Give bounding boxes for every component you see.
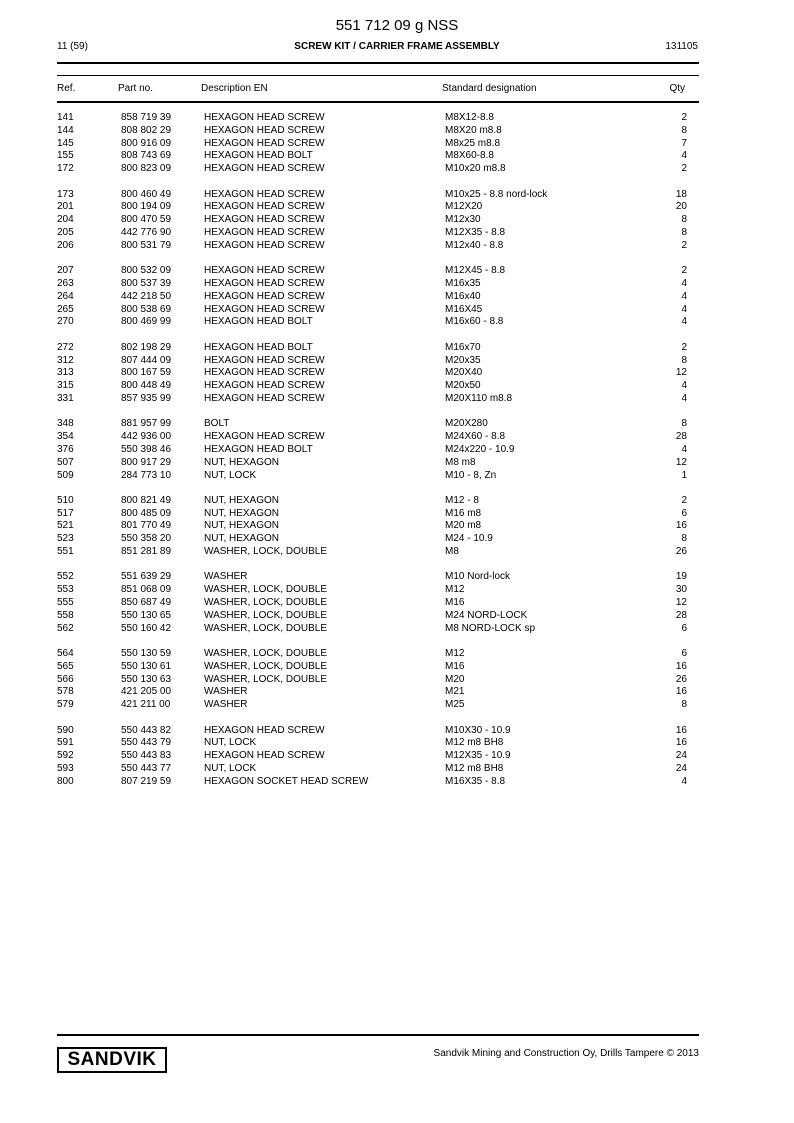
table-row — [0, 686, 794, 699]
cell-qty: 20 — [675, 201, 687, 213]
cell-description: HEXAGON HEAD SCREW — [204, 277, 325, 289]
cell-standard: M16x35 — [445, 277, 481, 289]
cell-part-no: 808 802 29 — [121, 124, 172, 136]
cell-standard: M8 — [445, 546, 459, 558]
cell-ref: 590 — [57, 724, 74, 736]
cell-part-no: 551 639 29 — [121, 571, 172, 583]
cell-qty: 28 — [675, 609, 687, 621]
cell-part-no: 800 485 09 — [121, 507, 172, 519]
cell-qty: 4 — [681, 443, 687, 455]
cell-standard: M8X20 m8.8 — [445, 124, 502, 136]
cell-qty: 8 — [681, 214, 687, 226]
cell-part-no: 800 194 09 — [121, 201, 172, 213]
cell-standard: M20X110 m8.8 — [445, 392, 513, 404]
table-row — [0, 571, 794, 584]
cell-part-no: 800 916 09 — [121, 137, 172, 149]
table-row — [0, 150, 794, 163]
cell-qty: 16 — [675, 686, 687, 698]
cell-part-no: 550 130 63 — [121, 673, 172, 685]
table-row — [0, 520, 794, 533]
cell-qty: 8 — [681, 226, 687, 238]
table-row — [0, 431, 794, 444]
cell-description: HEXAGON HEAD BOLT — [204, 316, 313, 328]
cell-ref: 579 — [57, 699, 74, 711]
cell-ref: 264 — [57, 290, 74, 302]
cell-qty: 19 — [675, 571, 687, 583]
cell-standard: M10 - 8, Zn — [445, 469, 497, 481]
cell-ref: 172 — [57, 163, 74, 175]
cell-qty: 2 — [681, 341, 687, 353]
cell-description: HEXAGON HEAD SCREW — [204, 112, 325, 123]
cell-description: WASHER, LOCK, DOUBLE — [204, 673, 327, 685]
table-row — [0, 163, 794, 176]
cell-standard: M24x220 - 10.9 — [445, 443, 515, 455]
cell-part-no: 800 538 69 — [121, 303, 172, 315]
cell-standard: M16X45 — [445, 303, 483, 315]
cell-ref: 507 — [57, 456, 74, 468]
cell-standard: M12 - 8 — [445, 494, 479, 506]
cell-description: HEXAGON HEAD SCREW — [204, 201, 325, 213]
cell-part-no: 857 935 99 — [121, 392, 172, 404]
cell-ref: 270 — [57, 316, 74, 328]
cell-qty: 8 — [681, 699, 687, 711]
cell-qty: 12 — [675, 597, 687, 609]
cell-standard: M12 — [445, 584, 465, 596]
cell-ref: 558 — [57, 609, 74, 621]
cell-part-no: 550 443 82 — [121, 724, 172, 736]
cell-qty: 4 — [681, 392, 687, 404]
table-row — [0, 508, 794, 521]
cell-part-no: 851 281 89 — [121, 546, 172, 558]
cell-ref: 517 — [57, 507, 74, 519]
cell-qty: 16 — [675, 724, 687, 736]
cell-description: HEXAGON HEAD SCREW — [204, 214, 325, 226]
cell-description: HEXAGON HEAD SCREW — [204, 431, 325, 443]
cell-standard: M16x70 — [445, 341, 481, 353]
table-row — [0, 418, 794, 431]
cell-description: HEXAGON HEAD SCREW — [204, 265, 325, 277]
cell-standard: M24 NORD-LOCK — [445, 609, 528, 621]
cell-ref: 553 — [57, 584, 74, 596]
cell-part-no: 807 219 59 — [121, 775, 172, 787]
cell-part-no: 800 460 49 — [121, 188, 172, 200]
cell-standard: M20x50 — [445, 380, 481, 392]
footer-rule — [57, 1034, 699, 1036]
cell-ref: 141 — [57, 112, 74, 123]
table-row — [0, 457, 794, 470]
cell-part-no: 800 821 49 — [121, 494, 172, 506]
table-row — [0, 214, 794, 227]
cell-part-no: 800 167 59 — [121, 367, 172, 379]
cell-ref: 555 — [57, 597, 74, 609]
cell-part-no: 800 537 39 — [121, 277, 172, 289]
cell-description: HEXAGON HEAD SCREW — [204, 124, 325, 136]
cell-part-no: 800 532 09 — [121, 265, 172, 277]
cell-ref: 265 — [57, 303, 74, 315]
cell-ref: 173 — [57, 188, 74, 200]
cell-description: WASHER — [204, 699, 248, 711]
row-group — [0, 112, 794, 176]
cell-ref: 521 — [57, 520, 74, 532]
cell-part-no: 808 743 69 — [121, 150, 172, 162]
cell-part-no: 550 443 79 — [121, 737, 172, 749]
cell-part-no: 550 443 77 — [121, 763, 172, 775]
cell-standard: M12x40 - 8.8 — [445, 239, 504, 251]
cell-ref: 578 — [57, 686, 74, 698]
table-row — [0, 278, 794, 291]
cell-description: WASHER, LOCK, DOUBLE — [204, 597, 327, 609]
cell-ref: 155 — [57, 150, 74, 162]
cell-ref: 312 — [57, 354, 74, 366]
cell-standard: M21 — [445, 686, 465, 698]
cell-description: HEXAGON HEAD BOLT — [204, 341, 313, 353]
cell-ref: 348 — [57, 418, 74, 430]
cell-qty: 8 — [681, 354, 687, 366]
document-code: 131105 — [665, 41, 698, 52]
cell-part-no: 550 398 46 — [121, 443, 172, 455]
table-row — [0, 725, 794, 738]
cell-part-no: 800 917 29 — [121, 456, 172, 468]
cell-description: WASHER — [204, 686, 248, 698]
cell-part-no: 442 936 00 — [121, 431, 172, 443]
cell-standard: M8X12-8.8 — [445, 112, 494, 123]
table-row — [0, 674, 794, 687]
cell-description: HEXAGON HEAD SCREW — [204, 239, 325, 251]
cell-description: BOLT — [204, 418, 230, 430]
cell-description: HEXAGON HEAD SCREW — [204, 163, 325, 175]
table-row — [0, 470, 794, 483]
cell-standard: M12 m8 BH8 — [445, 763, 504, 775]
cell-ref: 201 — [57, 201, 74, 213]
cell-standard: M10x20 m8.8 — [445, 163, 506, 175]
cell-standard: M12X35 - 10.9 — [445, 750, 511, 762]
cell-qty: 12 — [675, 367, 687, 379]
table-row — [0, 265, 794, 278]
cell-standard: M16 — [445, 597, 465, 609]
cell-qty: 7 — [681, 137, 687, 149]
cell-ref: 564 — [57, 648, 74, 660]
column-header-part: Part no. — [118, 83, 154, 94]
cell-ref: 552 — [57, 571, 74, 583]
cell-part-no: 800 531 79 — [121, 239, 172, 251]
cell-standard: M10X30 - 10.9 — [445, 724, 511, 736]
cell-part-no: 284 773 10 — [121, 469, 172, 481]
cell-standard: M12X20 — [445, 201, 483, 213]
cell-description: HEXAGON HEAD SCREW — [204, 750, 325, 762]
cell-standard: M10 Nord-lock — [445, 571, 511, 583]
cell-part-no: 807 444 09 — [121, 354, 172, 366]
table-row — [0, 699, 794, 712]
cell-standard: M20x35 — [445, 354, 481, 366]
cell-standard: M16x40 — [445, 290, 481, 302]
row-group — [0, 189, 794, 253]
table-row — [0, 444, 794, 457]
cell-qty: 26 — [675, 546, 687, 558]
table-row — [0, 112, 794, 125]
cell-part-no: 550 130 59 — [121, 648, 172, 660]
cell-part-no: 550 443 83 — [121, 750, 172, 762]
cell-description: HEXAGON HEAD SCREW — [204, 226, 325, 238]
table-row — [0, 291, 794, 304]
cell-ref: 145 — [57, 137, 74, 149]
cell-ref: 562 — [57, 622, 74, 634]
cell-qty: 4 — [681, 380, 687, 392]
document-number: 551 712 09 g NSS — [335, 17, 459, 34]
cell-part-no: 442 776 90 — [121, 226, 172, 238]
cell-description: WASHER, LOCK, DOUBLE — [204, 609, 327, 621]
cell-part-no: 442 218 50 — [121, 290, 172, 302]
cell-ref: 523 — [57, 533, 74, 545]
row-group — [0, 725, 794, 789]
table-row — [0, 355, 794, 368]
parts-table — [0, 112, 794, 801]
row-group — [0, 495, 794, 559]
table-row — [0, 367, 794, 380]
table-row — [0, 316, 794, 329]
column-header-ref: Ref. — [57, 83, 76, 94]
table-row — [0, 610, 794, 623]
table-row — [0, 623, 794, 636]
cell-standard: M20X280 — [445, 418, 488, 430]
cell-description: NUT, HEXAGON — [204, 494, 280, 506]
footer-copyright: Sandvik Mining and Construction Oy, Drills Tampere © 2013 — [433, 1048, 699, 1059]
cell-standard: M16 m8 — [445, 507, 482, 519]
cell-part-no: 421 205 00 — [121, 686, 172, 698]
cell-qty: 4 — [681, 290, 687, 302]
cell-ref: 206 — [57, 239, 74, 251]
cell-standard: M8 m8 — [445, 456, 476, 468]
cell-ref: 354 — [57, 431, 74, 443]
cell-part-no: 800 823 09 — [121, 163, 172, 175]
cell-qty: 8 — [681, 418, 687, 430]
cell-description: HEXAGON HEAD SCREW — [204, 354, 325, 366]
cell-standard: M20X40 — [445, 367, 483, 379]
cell-ref: 592 — [57, 750, 74, 762]
cell-qty: 4 — [681, 775, 687, 787]
cell-standard: M16x60 - 8.8 — [445, 316, 504, 328]
cell-ref: 207 — [57, 265, 74, 277]
cell-part-no: 550 130 65 — [121, 609, 172, 621]
table-row — [0, 661, 794, 674]
header-rule — [57, 62, 699, 64]
cell-qty: 2 — [681, 494, 687, 506]
cell-qty: 16 — [675, 737, 687, 749]
cell-description: NUT, HEXAGON — [204, 456, 280, 468]
cell-standard: M12X35 - 8.8 — [445, 226, 506, 238]
cell-ref: 313 — [57, 367, 74, 379]
cell-qty: 4 — [681, 277, 687, 289]
table-row — [0, 750, 794, 763]
cell-qty: 24 — [675, 750, 687, 762]
cell-part-no: 800 469 99 — [121, 316, 172, 328]
cell-qty: 18 — [675, 188, 687, 200]
cell-ref: 204 — [57, 214, 74, 226]
cell-qty: 6 — [681, 648, 687, 660]
cell-ref: 565 — [57, 660, 74, 672]
cell-description: NUT, HEXAGON — [204, 520, 280, 532]
cell-standard: M16 — [445, 660, 465, 672]
cell-description: NUT, LOCK — [204, 469, 257, 481]
cell-standard: M20 — [445, 673, 465, 685]
cell-description: HEXAGON HEAD SCREW — [204, 392, 325, 404]
cell-ref: 551 — [57, 546, 74, 558]
cell-description: HEXAGON HEAD SCREW — [204, 188, 325, 200]
cell-description: HEXAGON HEAD SCREW — [204, 303, 325, 315]
cell-description: NUT, HEXAGON — [204, 507, 280, 519]
cell-ref: 509 — [57, 469, 74, 481]
cell-qty: 4 — [681, 316, 687, 328]
row-group — [0, 265, 794, 329]
cell-standard: M8X60-8.8 — [445, 150, 494, 162]
row-group — [0, 648, 794, 712]
table-row — [0, 240, 794, 253]
cell-description: WASHER, LOCK, DOUBLE — [204, 622, 327, 634]
cell-ref: 800 — [57, 775, 74, 787]
cell-qty: 4 — [681, 303, 687, 315]
cell-qty: 16 — [675, 520, 687, 532]
table-row — [0, 227, 794, 240]
table-row — [0, 189, 794, 202]
table-row — [0, 648, 794, 661]
cell-standard: M24X60 - 8.8 — [445, 431, 506, 443]
cell-ref: 566 — [57, 673, 74, 685]
cell-description: HEXAGON HEAD SCREW — [204, 290, 325, 302]
cell-description: WASHER, LOCK, DOUBLE — [204, 584, 327, 596]
cell-description: HEXAGON HEAD BOLT — [204, 443, 313, 455]
cell-part-no: 858 719 39 — [121, 112, 172, 123]
column-header-std: Standard designation — [442, 83, 537, 94]
table-row — [0, 597, 794, 610]
row-group — [0, 342, 794, 406]
cell-part-no: 550 358 20 — [121, 533, 172, 545]
cell-ref: 376 — [57, 443, 74, 455]
table-row — [0, 533, 794, 546]
sandvik-logo: SANDVIK — [57, 1047, 167, 1073]
cell-qty: 6 — [681, 507, 687, 519]
cell-description: HEXAGON SOCKET HEAD SCREW — [204, 775, 369, 787]
cell-description: WASHER, LOCK, DOUBLE — [204, 546, 327, 558]
table-row — [0, 138, 794, 151]
cell-qty: 2 — [681, 112, 687, 123]
cell-ref: 263 — [57, 277, 74, 289]
cell-ref: 331 — [57, 392, 74, 404]
cell-description: WASHER, LOCK, DOUBLE — [204, 660, 327, 672]
table-row — [0, 495, 794, 508]
cell-part-no: 800 448 49 — [121, 380, 172, 392]
cell-ref: 591 — [57, 737, 74, 749]
table-row — [0, 776, 794, 789]
cell-description: NUT, LOCK — [204, 737, 257, 749]
cell-part-no: 421 211 00 — [121, 699, 171, 711]
page-title: SCREW KIT / CARRIER FRAME ASSEMBLY — [294, 41, 500, 52]
cell-qty: 16 — [675, 660, 687, 672]
cell-ref: 144 — [57, 124, 74, 136]
cell-qty: 28 — [675, 431, 687, 443]
cell-qty: 2 — [681, 265, 687, 277]
page-number: 11 (59) — [57, 41, 88, 52]
cell-description: WASHER — [204, 571, 248, 583]
table-row — [0, 546, 794, 559]
table-row — [0, 763, 794, 776]
cell-description: HEXAGON HEAD SCREW — [204, 724, 325, 736]
cell-qty: 2 — [681, 239, 687, 251]
cell-description: HEXAGON HEAD SCREW — [204, 137, 325, 149]
cell-part-no: 800 470 59 — [121, 214, 172, 226]
cell-ref: 205 — [57, 226, 74, 238]
cell-ref: 510 — [57, 494, 74, 506]
column-header-desc: Description EN — [201, 83, 268, 94]
cell-qty: 30 — [675, 584, 687, 596]
cell-part-no: 550 160 42 — [121, 622, 172, 634]
table-row — [0, 380, 794, 393]
cell-qty: 4 — [681, 150, 687, 162]
table-row — [0, 584, 794, 597]
cell-standard: M25 — [445, 699, 465, 711]
cell-description: HEXAGON HEAD SCREW — [204, 380, 325, 392]
cell-description: HEXAGON HEAD SCREW — [204, 367, 325, 379]
cell-part-no: 881 957 99 — [121, 418, 172, 430]
cell-qty: 6 — [681, 622, 687, 634]
table-row — [0, 737, 794, 750]
row-group — [0, 418, 794, 482]
cell-qty: 2 — [681, 163, 687, 175]
cell-standard: M10x25 - 8.8 nord-lock — [445, 188, 548, 200]
cell-qty: 26 — [675, 673, 687, 685]
cell-qty: 8 — [681, 124, 687, 136]
cell-standard: M16X35 - 8.8 — [445, 775, 506, 787]
cell-description: HEXAGON HEAD BOLT — [204, 150, 313, 162]
row-group — [0, 571, 794, 635]
cell-part-no: 550 130 61 — [121, 660, 172, 672]
cell-ref: 315 — [57, 380, 74, 392]
cell-description: NUT, LOCK — [204, 763, 257, 775]
cell-standard: M12X45 - 8.8 — [445, 265, 506, 277]
cell-description: WASHER, LOCK, DOUBLE — [204, 648, 327, 660]
cell-ref: 593 — [57, 763, 74, 775]
cell-part-no: 851 068 09 — [121, 584, 172, 596]
cell-qty: 12 — [675, 456, 687, 468]
cell-standard: M8x25 m8.8 — [445, 137, 501, 149]
cell-part-no: 850 687 49 — [121, 597, 172, 609]
column-header-bottom-rule — [57, 101, 699, 103]
column-header-qty: Qty — [669, 83, 685, 94]
cell-ref: 272 — [57, 341, 74, 353]
cell-part-no: 801 770 49 — [121, 520, 172, 532]
table-row — [0, 342, 794, 355]
cell-part-no: 802 198 29 — [121, 341, 172, 353]
cell-description: NUT, HEXAGON — [204, 533, 280, 545]
cell-standard: M12 m8 BH8 — [445, 737, 504, 749]
cell-qty: 8 — [681, 533, 687, 545]
cell-standard: M12 — [445, 648, 465, 660]
cell-qty: 1 — [681, 469, 687, 481]
cell-standard: M24 - 10.9 — [445, 533, 493, 545]
table-row — [0, 201, 794, 214]
cell-standard: M20 m8 — [445, 520, 482, 532]
table-row — [0, 125, 794, 138]
table-row — [0, 393, 794, 406]
cell-qty: 24 — [675, 763, 687, 775]
column-header-top-rule — [57, 75, 699, 76]
table-row — [0, 304, 794, 317]
cell-standard: M12x30 — [445, 214, 481, 226]
cell-standard: M8 NORD-LOCK sp — [445, 622, 536, 634]
